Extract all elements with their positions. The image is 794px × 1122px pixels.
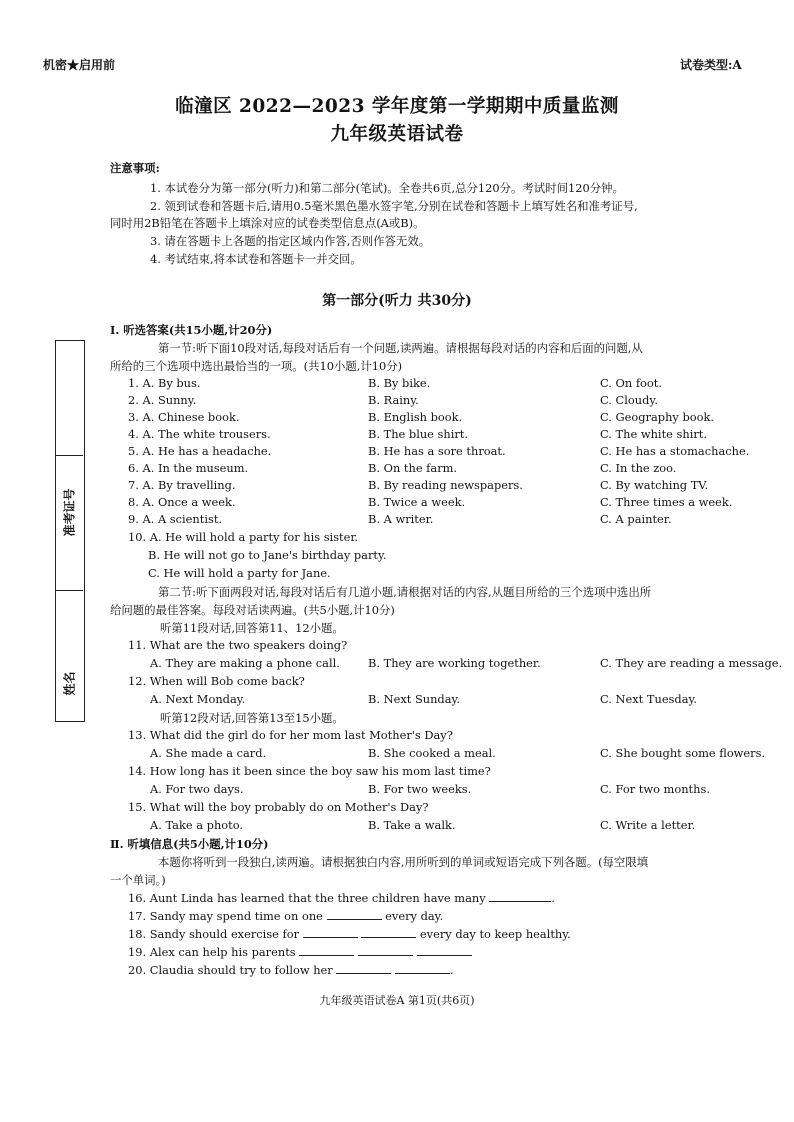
q6-option-a: 6. A. In the museum. (128, 461, 249, 475)
section1-intro-cont: 所给的三个选项中选出最恰当的一项。(共10小题,计10分) (110, 359, 403, 373)
note-item-1: 1. 本试卷分为第一部分(听力)和第二部分(笔试)。全卷共6页,总分120分。考试时间120分钟。 (150, 181, 624, 195)
q19-blank-3[interactable] (417, 944, 472, 956)
q19-blank-1[interactable] (299, 944, 354, 956)
note-item-2-cont: 同时用2B铅笔在答题卡上填涂对应的试卷类型信息点(A或B)。 (110, 216, 425, 230)
q9-option-a: 9. A. A scientist. (128, 512, 223, 526)
q17-end: every day. (385, 909, 444, 923)
section3-intro: 本题你将听到一段独白,读两遍。请根据独白内容,用所听到的单词或短语完成下列各题。(每空限填 (158, 855, 649, 869)
q5-option-c: C. He has a stomachache. (600, 444, 750, 458)
page-footer: 九年级英语试卷A 第1页(共6页) (319, 994, 475, 1007)
q9-option-c: C. A painter. (600, 512, 672, 526)
q14-option-a: A. For two days. (150, 782, 244, 796)
q11-option-a: A. They are making a phone call. (150, 656, 340, 670)
q19-blank-2[interactable] (358, 944, 413, 956)
q8-option-a: 8. A. Once a week. (128, 495, 236, 509)
q12-option-c: C. Next Tuesday. (600, 692, 698, 706)
q10-option-c: C. He will hold a party for Jane. (148, 566, 331, 580)
paper-type-label: 试卷类型:A (680, 58, 742, 72)
note-item-3: 3. 请在答题卡上各题的指定区域内作答,否则作答无效。 (150, 234, 431, 248)
q5-option-a: 5. A. He has a headache. (128, 444, 272, 458)
q14-stem: 14. How long has it been since the boy saw his mom last time? (128, 764, 491, 778)
q18-text: 18. Sandy should exercise for (128, 927, 300, 941)
q9-option-b: B. A writer. (368, 512, 434, 526)
q20 (128, 962, 454, 977)
q16-end: . (551, 891, 555, 905)
q1-option-b: B. By bike. (368, 376, 431, 390)
q19 (128, 944, 472, 959)
q6-option-b: B. On the farm. (368, 461, 458, 475)
q20-text: 20. Claudia should try to follow her (128, 963, 333, 977)
q19-text: 19. Alex can help his parents (128, 945, 296, 959)
q17-text: 17. Sandy may spend time on one (128, 909, 323, 923)
q3-option-a: 3. A. Chinese book. (128, 410, 240, 424)
q4-option-a: 4. A. The white trousers. (128, 427, 271, 441)
page-subtitle: 九年级英语试卷 (330, 124, 464, 145)
q11-stem: 11. What are the two speakers doing? (128, 638, 348, 652)
q6-option-c: C. In the zoo. (600, 461, 677, 475)
q15-option-b: B. Take a walk. (368, 818, 456, 832)
q12-option-a: A. Next Monday. (150, 692, 246, 706)
q11-option-b: B. They are working together. (368, 656, 541, 670)
section2-intro: 第二节:听下面两段对话,每段对话后有几道小题,请根据对话的内容,从题目所给的三个选项中选出所 (158, 585, 652, 599)
q8-option-b: B. Twice a week. (368, 495, 466, 509)
q20-blank-2[interactable] (395, 962, 450, 974)
q16 (128, 890, 555, 905)
name-label: 姓名 (62, 671, 77, 696)
q18-blank-1[interactable] (303, 926, 358, 938)
q7-option-b: B. By reading newspapers. (368, 478, 523, 492)
q18 (128, 926, 571, 941)
q18-blank-2[interactable] (361, 926, 416, 938)
q12-stem: 12. When will Bob come back? (128, 674, 305, 688)
q13-stem: 13. What did the girl do for her mom last Mother's Day? (128, 728, 453, 742)
q2-option-b: B. Rainy. (368, 393, 419, 407)
listen-dialogue-11: 听第11段对话,回答第11、12小题。 (160, 621, 344, 635)
q1-option-a: 1. A. By bus. (128, 376, 201, 390)
q17 (128, 908, 443, 923)
section3-intro-cont: 一个单词。) (110, 873, 166, 887)
q14-option-b: B. For two weeks. (368, 782, 472, 796)
q18-end: every day to keep healthy. (419, 927, 571, 941)
q10-stem-a: 10. A. He will hold a party for his sister. (128, 530, 359, 544)
q14-option-c: C. For two months. (600, 782, 710, 796)
q13-option-c: C. She bought some flowers. (600, 746, 766, 760)
q7-option-c: C. By watching TV. (600, 478, 709, 492)
listen-dialogue-12: 听第12段对话,回答第13至15小题。 (160, 711, 344, 725)
q16-blank[interactable] (489, 890, 551, 902)
q16-text: 16. Aunt Linda has learned that the three children have many (128, 891, 486, 905)
q12-option-b: B. Next Sunday. (368, 692, 461, 706)
note-item-4: 4. 考试结束,将本试卷和答题卡一并交回。 (150, 252, 362, 266)
q20-blank-1[interactable] (336, 962, 391, 974)
notes-heading: 注意事项: (110, 161, 160, 175)
q2-option-c: C. Cloudy. (600, 393, 658, 407)
q3-option-c: C. Geography book. (600, 410, 714, 424)
q5-option-b: B. He has a sore throat. (368, 444, 506, 458)
q2-option-a: 2. A. Sunny. (128, 393, 197, 407)
strip-divider (55, 590, 83, 591)
q15-stem: 15. What will the boy probably do on Mother's Day? (128, 800, 429, 814)
q10-option-b: B. He will not go to Jane's birthday party. (148, 548, 387, 562)
section1-heading: Ⅰ. 听选答案(共15小题,计20分) (110, 323, 273, 337)
q4-option-b: B. The blue shirt. (368, 427, 469, 441)
note-item-2: 2. 领到试卷和答题卡后,请用0.5毫米黑色墨水签字笔,分别在试卷和答题卡上填写姓名和准考证号, (150, 199, 638, 213)
q15-option-c: C. Write a letter. (600, 818, 696, 832)
q3-option-b: B. English book. (368, 410, 463, 424)
q4-option-c: C. The white shirt. (600, 427, 707, 441)
exam-number-label: 准考证号 (62, 488, 77, 537)
q7-option-a: 7. A. By travelling. (128, 478, 236, 492)
q11-option-c: C. They are reading a message. (600, 656, 783, 670)
page-title: 临潼区 2022—2023 学年度第一学期期中质量监测 (175, 96, 619, 117)
strip-divider (55, 455, 83, 456)
q1-option-c: C. On foot. (600, 376, 662, 390)
confidential-label: 机密★启用前 (43, 58, 116, 72)
q20-end: . (450, 963, 454, 977)
q8-option-c: C. Three times a week. (600, 495, 733, 509)
part1-heading: 第一部分(听力 共30分) (322, 293, 472, 309)
section2-intro-cont: 给问题的最佳答案。每段对话读两遍。(共5小题,计10分) (110, 603, 395, 617)
q13-option-a: A. She made a card. (150, 746, 267, 760)
section3-heading: Ⅱ. 听填信息(共5小题,计10分) (110, 837, 269, 851)
section1-intro: 第一节:听下面10段对话,每段对话后有一个问题,读两遍。请根据每段对话的内容和后面的问题,从 (158, 341, 643, 355)
q17-blank[interactable] (327, 908, 382, 920)
q13-option-b: B. She cooked a meal. (368, 746, 496, 760)
q15-option-a: A. Take a photo. (150, 818, 243, 832)
